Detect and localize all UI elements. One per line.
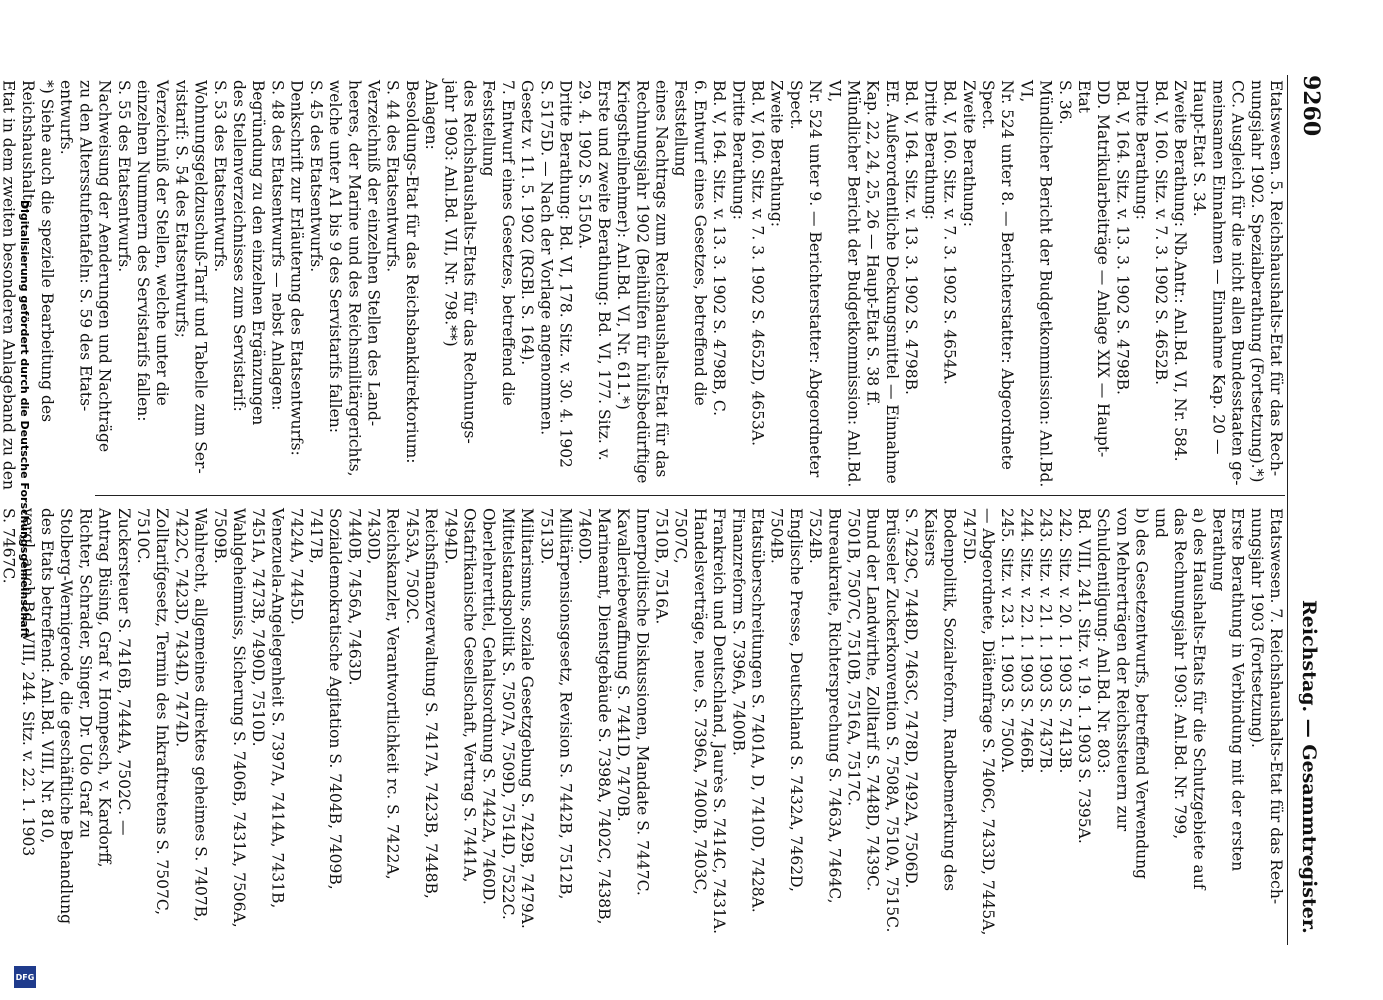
text-line: eines Nachtrags zum Reichshaushalts-Etat für das <box>652 80 671 478</box>
text-line: Reichskanzler, Verantwortlichkeit rc. S. 7422A, 7430D, <box>364 508 402 885</box>
text-line: 7453A, 7502C. <box>402 508 421 625</box>
text-line: vergl. auch Bd. VIII, 244. Sitz. v. 22. 1. 1903 <box>18 508 37 857</box>
text-line: des Reichshaushalts-Etats für das Rechnungs- <box>460 80 479 444</box>
text-line: Zweite Berathung: <box>959 80 978 228</box>
text-line: Wohnungsgeldzuschuß-Tarif und Tabelle zum Ser- <box>191 80 210 474</box>
text-line: Kriegstheilnehmer): Anl.Bd. VI, Nr. 611.*) <box>614 80 633 410</box>
text-line: das Rechnungsjahr 1903: Anl.Bd. Nr. 799, <box>1170 508 1189 840</box>
page-number: 9260 <box>1298 75 1324 137</box>
text-line: Erste und zweite Berathung: Bd. VI, 177. Sitz. v. <box>594 80 613 461</box>
text-line: Nr. 524 unter 8. — Berichterstatter: Abgeordnete <box>998 80 1017 470</box>
text-line: Zolltarifgesetz, Termin des Inkrafttretens S. 7507C, <box>153 508 172 916</box>
text-line: Wahlrecht, allgemeines direktes geheimes S. 7407B, <box>191 508 210 922</box>
text-line: 7504B. <box>767 508 786 564</box>
digitization-credit: Digitalisierung gefördert durch die Deutsche Forschungsgemeinschaft <box>18 200 31 638</box>
text-line: Etatswesen. 7. Reichshaushalts-Etat für das Rech- <box>1267 508 1285 905</box>
text-line: Anlagen: <box>422 80 441 150</box>
text-line: S. 45 des Etatsentwurfs. <box>306 80 325 273</box>
text-line: des Etats betreffend: Anl.Bd. VIII, Nr. 810, <box>38 508 56 844</box>
text-line: und <box>1151 508 1170 538</box>
text-line: Spect. <box>978 80 997 130</box>
text-line: Frankreich und Deutschland, Jaurès S. 7414C, 7431A. <box>710 508 729 935</box>
text-line: b) des Gesetzentwurfs, betreffend Verwendung <box>1132 508 1151 880</box>
text-line: Bd. V, 160. Sitz. v. 7. 3. 1902 S. 4652B. <box>1151 80 1170 386</box>
text-line: jahr 1903: Anl.Bd. VII, Nr. 798.**) <box>441 80 460 347</box>
text-line: DD. Matrikularbeiträge — Anlage XIX — Haupt-Etat <box>1074 80 1113 458</box>
text-line: Schuldentilgung: Anl.Bd. Nr. 803: <box>1094 508 1113 774</box>
text-line: Handelsverträge, neue, S. 7396A, 7400B, 7403C, 7507C, <box>671 508 709 900</box>
text-line: Kap. 22, 24, 25, 26 — Haupt-Etat S. 38 ff. <box>863 80 882 407</box>
column-divider <box>95 495 1285 496</box>
text-line: Oberlehrertitel, Gehaltsordnung S. 7442A, 7460D. <box>479 508 498 905</box>
text-line: 7513D. <box>537 508 556 565</box>
text-line: a) des Haushalts-Etats für die Schutzgebiete auf <box>1190 508 1209 890</box>
text-line: Reichsfinanzverwaltung S. 7417A, 7423B, 7448B, <box>422 508 441 899</box>
text-line: 7422C, 7423D, 7434D, 7474D. <box>172 508 191 748</box>
text-line: Erste Berathung in Verbindung mit der ersten <box>1228 508 1247 872</box>
text-line: S. 36. <box>1055 80 1074 125</box>
text-line: Richter, Schrader, Singer, Dr. Udo Graf zu <box>76 508 95 839</box>
text-line: Bd. VIII, 241. Sitz. v. 19. 1. 1903 S. 7395A. <box>1074 508 1093 844</box>
text-line: 7524B. <box>806 508 825 564</box>
text-line: 7509B. <box>210 508 229 564</box>
text-line: zu den Altersstufentafeln: S. 59 des Etats- <box>76 80 95 412</box>
text-line: *) Siehe auch die spezielle Bearbeitung des Reichshaushalts- <box>18 80 56 428</box>
text-line: Etat in dem zweiten besonderen Anlageband zu den <box>0 80 18 490</box>
text-line: Antrag Büsing, Graf v. Hompesch, v. Kardorff, <box>95 508 114 868</box>
text-line: nungsjahr 1903 (Fortsetzung). <box>1247 508 1266 748</box>
text-line: 7451A, 7473B, 7490D, 7510D. <box>249 508 268 747</box>
header-rule <box>1287 75 1288 945</box>
text-line: Dritte Berathung: <box>729 80 748 220</box>
text-line: Bd. V, 160. Sitz. v. 7. 3. 1902 S. 4654A. <box>940 80 959 385</box>
dfg-logo-icon: DFG <box>14 966 36 988</box>
text-line: Dritte Berathung: Bd. VI, 178. Sitz. v. 30. 4. 1902 <box>556 80 575 468</box>
text-line: Bd. V, 160. Sitz. v. 7. 3. 1902 S. 4652D, 4653A. <box>748 80 767 447</box>
text-line: Bd. V, 164. Sitz. v. 13. 3. 1902 S. 4798B. <box>902 80 921 395</box>
text-line: Etatswesen. 5. Reichshaushalts-Etat für das Rech- <box>1267 80 1285 477</box>
text-line: nungsjahr 1902. Spezialberathung (Fortsetzung).*) <box>1247 80 1266 483</box>
text-line: Stolberg-Wernigerode, die geschäftliche Behandlung <box>57 508 76 925</box>
text-line: CC. Ausgleich für die nicht allen Bundesstaaten ge- <box>1228 80 1247 486</box>
text-line: 242. Sitz. v. 20. 1. 1903 S. 7413B. <box>1055 508 1074 774</box>
text-line: Zweite Berathung: <box>767 80 786 228</box>
text-line: S. 5175D. — Nach der Vorlage angenommen. <box>537 80 556 436</box>
text-line: EE. Außerordentliche Deckungsmittel — Einnahme <box>882 80 901 484</box>
text-line: des Stellenverzeichnisses zum Servistarif: <box>230 80 249 412</box>
text-line: Wahlgeheimniss, Sicherung S. 7406B, 7431A, 7506A, <box>230 508 249 928</box>
text-line: Bd. V, 164. Sitz. v. 13. 3. 1902 S. 4798B. <box>1113 80 1132 395</box>
text-line: 29. 4. 1902 S. 5150A. <box>575 80 594 250</box>
text-line: Haupt-Etat S. 34. <box>1190 80 1209 217</box>
text-line: Zweite Berathung: Nb.Antr.: Anl.Bd. VI, Nr. 584. <box>1170 80 1189 462</box>
running-head: Reichstag. — Gesammtregister. <box>1298 600 1320 934</box>
text-line: Finanzreform S. 7396A, 7400B. <box>729 508 748 756</box>
text-line: Nr. 524 unter 9. — Berichterstatter: Abgeordneter <box>806 80 825 478</box>
text-line: Marineamt, Dienstgebäude S. 7398A, 7402C, 7438B, <box>594 508 613 925</box>
text-line: Brüsseler Zuckerkonvention S. 7508A, 7510A, 7515C. <box>882 508 901 933</box>
text-line: 7. Entwurf eines Gesetzes, betreffend die Feststellung <box>479 80 517 411</box>
text-line: 245. Sitz. v. 23. 1. 1903 S. 7500A. <box>998 508 1017 774</box>
text-line: S. 48 des Etatsentwurfs — nebst Anlagen: <box>268 80 287 411</box>
text-line: vistarif: S. 54 des Etatsentwurfs; <box>172 80 191 338</box>
text-line: Verzeichniß der einzelnen Stellen des Land- <box>364 80 383 427</box>
text-line: Dritte Berathung: <box>1132 80 1151 220</box>
text-line: Militärpensionsgesetz, Revision S. 7442B, 7512B, <box>556 508 575 900</box>
text-line: Begründung zu den einzelnen Ergänzungen <box>249 80 268 426</box>
text-line: Berathung <box>1209 508 1228 592</box>
text-line: S. 7467C. <box>0 508 18 584</box>
text-line: heeres, der Marine und des Reichsmilitärgerichts, <box>345 80 364 477</box>
text-line: Innerpolitische Diskussionen, Mandate S. 7447C. <box>633 508 652 896</box>
text-line: 7501B, 7507C, 7510B, 7516A, 7517C. <box>844 508 863 807</box>
text-line: meinsamen Einnahmen — Einnahme Kap. 20 — <box>1209 80 1228 455</box>
text-line: Gesetz v. 11. 5. 1902 (RGBl. S. 164). <box>518 80 537 366</box>
text-line: Etatsüberschreitungen S. 7401A, D, 7410D, 7428A. <box>748 508 767 913</box>
text-line: S. 53 des Etatsentwurfs. <box>210 80 229 273</box>
text-line: Bureaukratie, Richtersprechung S. 7463A, 7464C, <box>825 508 844 904</box>
text-line: welche unter A1 bis 9 des Servistarifs fallen: <box>326 80 345 433</box>
text-line: 6. Entwurf eines Gesetzes, betreffend die Feststellung <box>671 80 709 411</box>
text-line: 7440B, 7456A, 7463D. <box>345 508 364 686</box>
text-line: Bd. V, 164. Sitz. v. 13. 3. 1902 S. 4798B, C. <box>710 80 729 417</box>
text-line: S. 55 des Etatsentwurfs. <box>114 80 133 273</box>
text-line: Mündlicher Bericht der Budgetkommission: Anl.Bd. VI, <box>1017 80 1055 493</box>
text-line: — Abgeordnete, Diätenfrage S. 7406C, 7433D, 7445A, <box>978 508 997 936</box>
text-line: einzelnen Nummern des Servistarifs fallen: <box>134 80 153 422</box>
text-line: Mittelstandspolitik S. 7507A, 7509D, 7514D, 7522C. <box>498 508 517 920</box>
text-line: Mündlicher Bericht der Budgetkommission: Anl.Bd. VI, <box>825 80 863 493</box>
text-line: Venezuela-Angelegenheit S. 7397A, 7414A, 7431B, <box>268 508 287 909</box>
text-line: S. 44 des Etatsentwurfs. <box>383 80 402 273</box>
text-line: entwurfs. <box>57 80 76 155</box>
text-line: Kavalleriebewaffnung S. 7441D, 7470B. <box>614 508 633 822</box>
text-line: Ostafrikanische Gesellschaft, Vertrag S. 7441A, 7494D. <box>441 508 479 888</box>
text-line: Zuckersteuer S. 7416B, 7444A, 7502C. — <box>114 508 133 836</box>
text-line: S. 7429C, 7448D, 7463C, 7478D, 7492A, 7506D. <box>902 508 921 889</box>
text-line: Nachweisung der Aenderungen und Nachträge <box>95 80 114 453</box>
text-line: Besoldungs-Etat für das Reichsbankdirektorium: <box>402 80 421 464</box>
text-line: Sozialdemokratische Agitation S. 7404B, 7409B, 7417B, <box>306 508 345 895</box>
text-line: Spect. <box>786 80 805 130</box>
text-line: 7510C. <box>134 508 153 564</box>
text-line: Englische Presse, Deutschland S. 7432A, 7462D, <box>786 508 805 892</box>
text-line: 7460D. <box>575 508 594 565</box>
text-line: 243. Sitz. v. 21. 1. 1903 S. 7437B. <box>1036 508 1055 774</box>
text-line: von Mehrerträgen der Reichssteuern zur <box>1113 508 1132 832</box>
text-line: Militarismus, soziale Gesetzgebung S. 7429B, 7479A. <box>518 508 537 929</box>
text-line: 7510B, 7516A. <box>652 508 671 625</box>
text-line: Bund der Landwirthe, Zolltarif S. 7448D, 7439C. <box>863 508 882 892</box>
text-line: Verzeichniß der Stellen, welche unter die <box>153 80 172 406</box>
text-line: Rechnungsjahr 1902 (Beihülfen für hülfsbedürftige <box>633 80 652 484</box>
text-line: Denkschrift zur Erläuterung des Etatsentwurfs: <box>287 80 306 456</box>
right-column <box>0 508 1285 938</box>
text-line: Bodenpolitik, Sozialreform, Randbemerkung des Kaisers <box>921 508 959 897</box>
text-line: Dritte Berathung: <box>921 80 940 220</box>
text-line: 7475D. <box>959 508 978 565</box>
text-line: 7424A, 7445D. <box>287 508 306 625</box>
text-line: 244. Sitz. v. 22. 1. 1903 S. 7466B. <box>1017 508 1036 774</box>
